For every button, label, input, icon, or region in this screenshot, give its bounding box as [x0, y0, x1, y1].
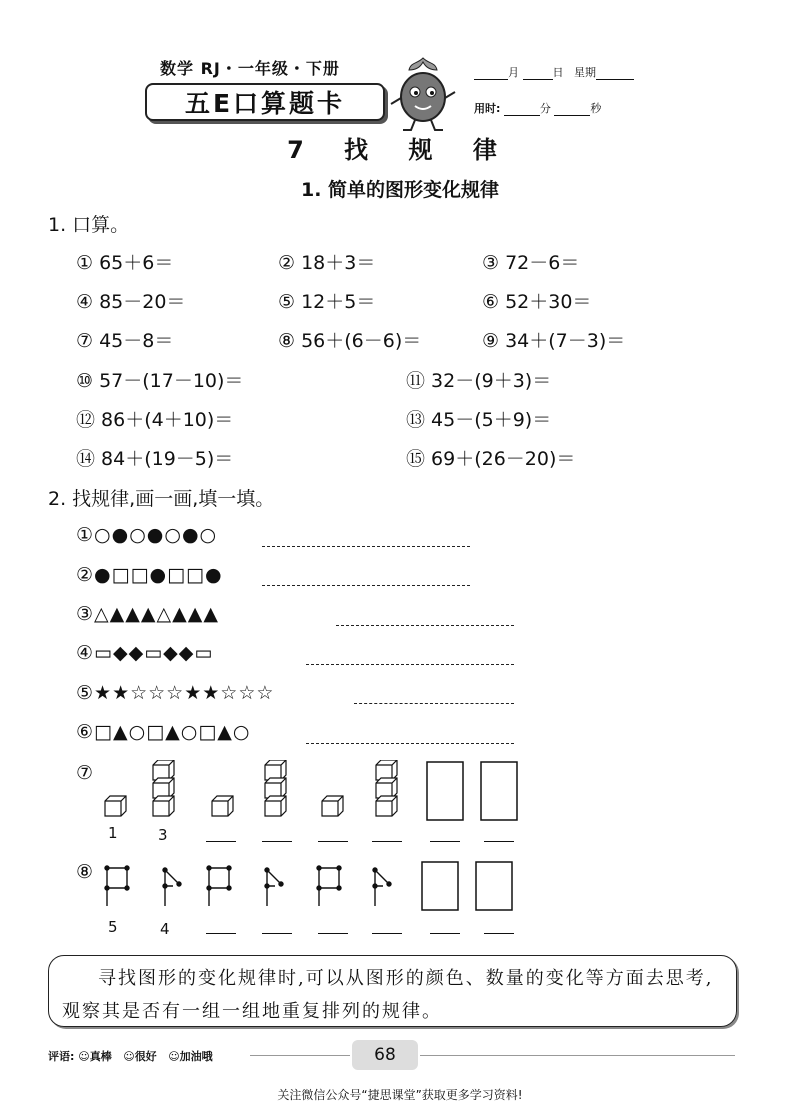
problem: ⑥ 52＋30＝ — [482, 291, 592, 313]
answer-line[interactable] — [430, 932, 460, 934]
shape-sequence: ○●○●○●○ — [94, 524, 218, 546]
section1-heading: 1. 口算。 — [48, 214, 130, 236]
answer-line[interactable] — [262, 932, 292, 934]
page-subtitle: 1. 简单的图形变化规律 — [300, 179, 500, 201]
smiley-icon[interactable]: ☺ — [168, 1050, 180, 1063]
divider — [250, 1055, 350, 1056]
pattern-row — [76, 564, 223, 586]
row-number: ⑦ — [76, 762, 95, 784]
stick-angle — [373, 868, 391, 906]
answer-dashes[interactable] — [262, 545, 470, 547]
cube-stack — [376, 760, 397, 780]
cube-stack — [376, 796, 397, 816]
problem: ⑮ 69＋(26－20)＝ — [406, 448, 576, 470]
cube-stack — [153, 778, 174, 798]
shape-sequence: △▲▲▲△▲▲▲ — [94, 603, 219, 625]
answer-line[interactable] — [484, 932, 514, 934]
shape-sequence: ●□□●□□● — [94, 564, 223, 586]
problem: ⑦ 45－8＝ — [76, 330, 174, 352]
answer-box — [427, 762, 463, 820]
problem: ④ 85－20＝ — [76, 291, 186, 313]
stick-square — [105, 866, 129, 906]
stick-count: 4 — [160, 920, 170, 938]
cube-stack — [376, 778, 397, 798]
problem: ① 65＋6＝ — [76, 252, 174, 274]
rating-option: 很好 — [134, 1050, 157, 1063]
problem: ⑩ 57－(17－10)＝ — [76, 370, 244, 392]
row-number: ① — [76, 524, 95, 546]
shape-sequence: □▲○□▲○□▲○ — [94, 721, 251, 743]
time-line — [474, 100, 601, 116]
cube-single — [105, 796, 126, 816]
pattern-row — [76, 524, 217, 546]
divider — [420, 1055, 735, 1056]
stick-angle — [265, 868, 283, 906]
rating-option: 真棒 — [89, 1050, 112, 1063]
section2-heading: 2. 找规律,画一画,填一填。 — [48, 488, 275, 510]
cube-stack — [153, 796, 174, 816]
problem: ⑫ 86＋(4＋10)＝ — [76, 409, 234, 431]
smiley-icon[interactable]: ☺ — [123, 1050, 135, 1063]
row-number: ③ — [76, 603, 95, 625]
brand-box — [145, 83, 385, 121]
answer-line[interactable] — [484, 840, 514, 842]
cube-count: 3 — [158, 826, 168, 844]
shape-sequence: ▭◆◆▭◆◆▭ — [94, 642, 214, 664]
cube-stack — [265, 796, 286, 816]
problem: ⑤ 12＋5＝ — [278, 291, 376, 313]
problem: ⑧ 56＋(6－6)＝ — [278, 330, 422, 352]
cube-single — [212, 796, 233, 816]
cube-stack — [153, 760, 174, 780]
row-number: ⑥ — [76, 721, 95, 743]
rating-label: 评语: — [48, 1050, 75, 1063]
pattern-row — [76, 642, 213, 664]
stick-count: 5 — [108, 918, 118, 936]
month-label: 月 — [508, 66, 519, 79]
rating-bar — [48, 1048, 213, 1064]
problem: ⑨ 34＋(7－3)＝ — [482, 330, 626, 352]
time-label: 用时: — [474, 102, 501, 115]
answer-line[interactable] — [372, 840, 402, 842]
answer-dashes[interactable] — [262, 584, 470, 586]
brand-title: 五E口算题卡 — [184, 89, 346, 118]
row-number: ⑧ — [76, 861, 95, 883]
problem: ⑬ 45－(5＋9)＝ — [406, 409, 552, 431]
subject-line: 数学 RJ・一年级・下册 — [160, 59, 340, 78]
shape-sequence: ★★☆☆☆★★☆☆☆ — [94, 682, 275, 704]
cube-stack — [265, 778, 286, 798]
problem: ② 18＋3＝ — [278, 252, 376, 274]
problem: ③ 72－6＝ — [482, 252, 580, 274]
cube-stack — [265, 760, 286, 780]
cube-count: 1 — [108, 824, 118, 842]
answer-dashes[interactable] — [336, 624, 514, 626]
answer-box — [481, 762, 517, 820]
stick-pattern — [95, 858, 535, 918]
second-label: 秒 — [590, 102, 602, 115]
page-title: 7 找 规 律 — [287, 136, 513, 164]
answer-line[interactable] — [318, 840, 348, 842]
pattern-row — [76, 603, 219, 625]
problem: ⑪ 32－(9＋3)＝ — [406, 370, 552, 392]
answer-line[interactable] — [318, 932, 348, 934]
week-label: 星期 — [574, 66, 596, 79]
answer-line[interactable] — [206, 840, 236, 842]
day-label: 日 — [552, 66, 564, 79]
answer-dashes[interactable] — [354, 702, 514, 704]
page-number: 68 — [352, 1040, 418, 1070]
stick-square — [317, 866, 341, 906]
problem: ⑭ 84＋(19－5)＝ — [76, 448, 234, 470]
answer-line[interactable] — [262, 840, 292, 842]
date-line — [474, 64, 634, 80]
stick-square — [207, 866, 231, 906]
answer-line[interactable] — [430, 840, 460, 842]
row-number: ② — [76, 564, 95, 586]
answer-box — [422, 862, 458, 910]
answer-line[interactable] — [372, 932, 402, 934]
answer-dashes[interactable] — [306, 663, 514, 665]
mascot-icon — [383, 52, 463, 132]
cube-single — [322, 796, 343, 816]
row-number: ④ — [76, 642, 95, 664]
answer-dashes[interactable] — [306, 742, 514, 744]
tip-text: 寻找图形的变化规律时,可以从图形的颜色、数量的变化等方面去思考,观察其是否有一组一组地重复排列的规律。 — [62, 968, 714, 1022]
footer-note: 关注微信公众号“捷思课堂”获取更多学习资料! — [277, 1088, 523, 1102]
row-number: ⑤ — [76, 682, 95, 704]
pattern-row — [76, 682, 274, 704]
answer-box — [476, 862, 512, 910]
stick-angle — [163, 868, 181, 906]
pattern-row — [76, 721, 250, 743]
rating-option: 加油哦 — [179, 1050, 213, 1063]
smiley-icon[interactable]: ☺ — [78, 1050, 90, 1063]
answer-line[interactable] — [206, 932, 236, 934]
minute-label: 分 — [539, 102, 551, 115]
